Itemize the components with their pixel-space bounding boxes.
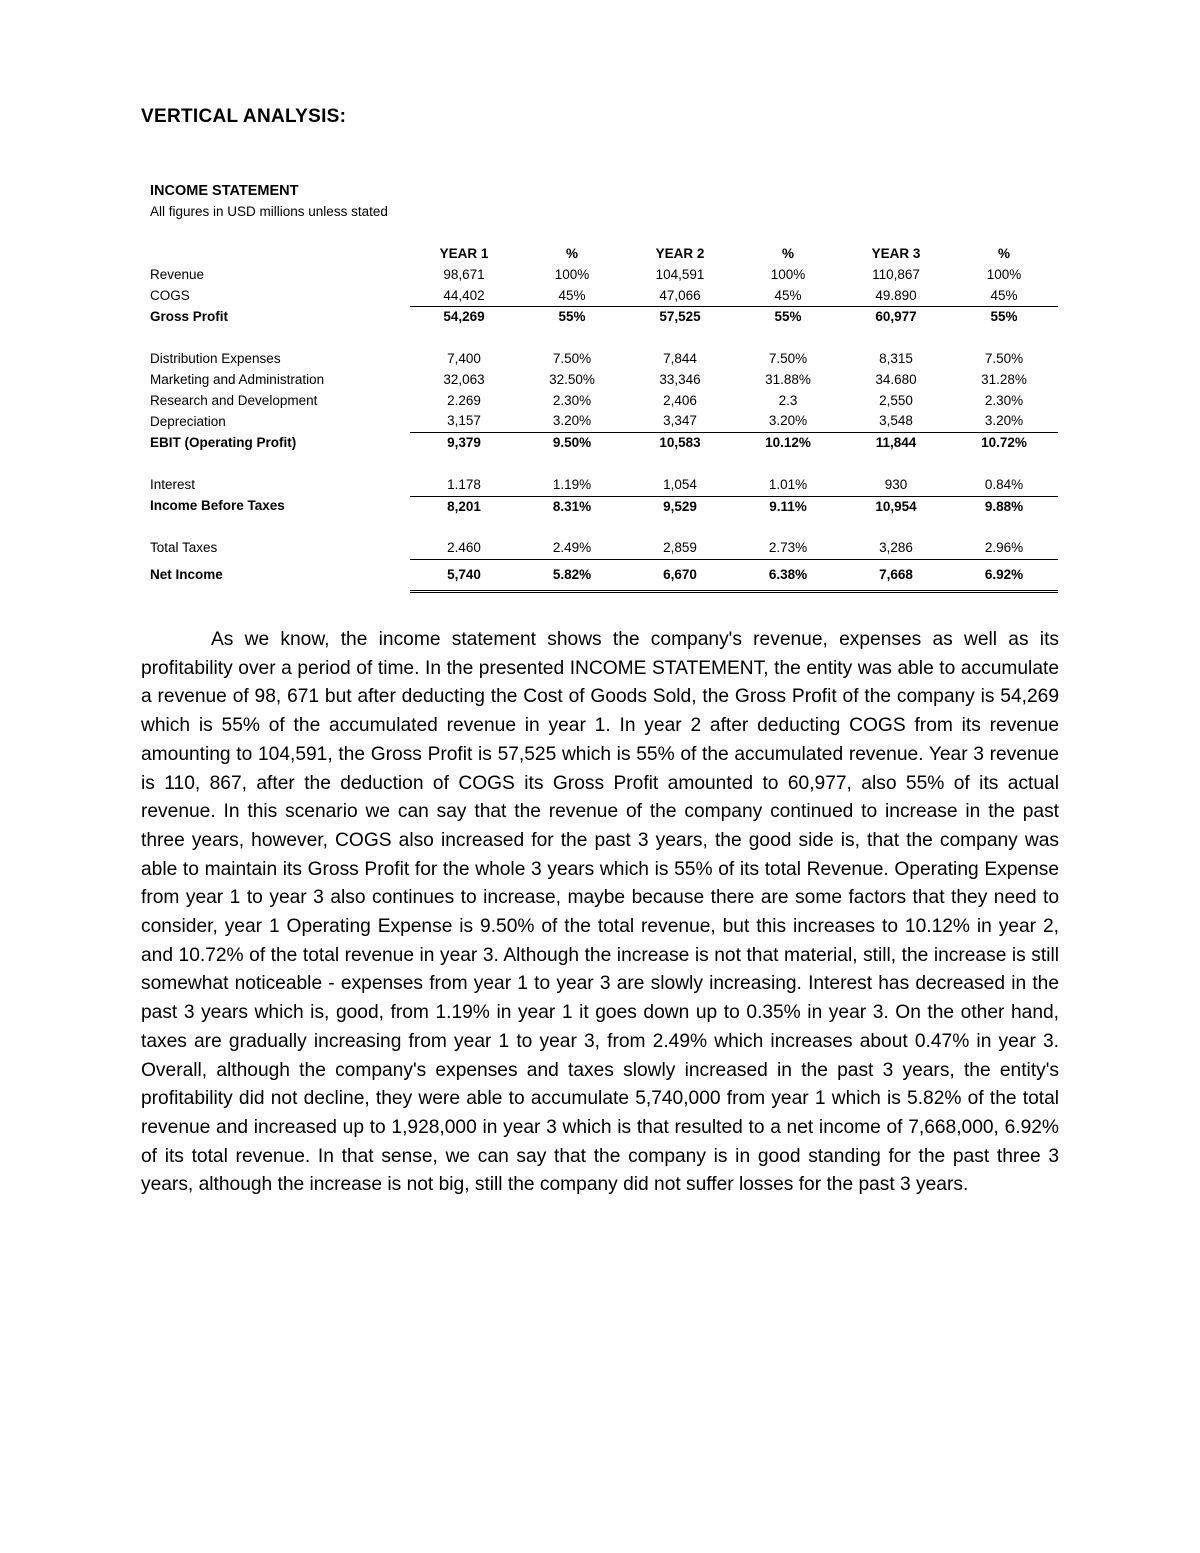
cell-year-1: 44,402 [410, 286, 518, 307]
table-header-row [148, 244, 1058, 265]
cell-year-2: 2,859 [626, 538, 734, 559]
cell-pct-1: 2.30% [552, 392, 592, 408]
cell-pct-3: 100% [986, 266, 1022, 282]
row-label: Interest [150, 477, 196, 493]
row-net-income [148, 559, 1058, 591]
header-year-1: YEAR 1 [439, 246, 489, 261]
cell-year-1: 98,671 [443, 266, 485, 282]
cell-year-1: 9,379 [447, 435, 481, 451]
spacer-row [148, 517, 1058, 538]
cell-year-2: 104,591 [655, 266, 705, 282]
cell-pct-1: 8.31% [552, 498, 592, 514]
cell-year-3: 2,550 [879, 392, 913, 408]
cell-year-3: 60,977 [875, 309, 917, 325]
cell-pct-1: 3.20% [518, 411, 626, 432]
cell-pct-3: 2.96% [950, 538, 1058, 559]
cell-pct-2: 45% [734, 286, 842, 307]
cell-pct-1: 55% [558, 309, 586, 325]
cell-year-3: 8,315 [879, 350, 913, 366]
header-year-2: YEAR 2 [655, 246, 705, 261]
header-label-cell [148, 244, 410, 265]
cell-year-3: 10,954 [875, 498, 917, 514]
row-interest [148, 475, 1058, 496]
row-marketing-administration [148, 370, 1058, 391]
cell-pct-1: 2.49% [518, 538, 626, 559]
cell-year-1: 54,269 [443, 309, 485, 325]
row-research-development [148, 391, 1058, 412]
analysis-paragraph: As we know, the income statement shows the company's revenue, expenses as well as its profitability over a period of time. In the presented INCOME STATEMENT, the entity was able to accumulate a revenue of 98, 671 but after deducting the Cost of Goods Sold, the Gross Profit of the company is 54,269 which is 55% of the accumulated revenue in year 1. In year 2 after deducting COGS from its revenue amounting to 104,591, the Gross Profit is 57,525 which is 55% of the accumulated revenue. Year 3 revenue is 110, 867, after the deduction of COGS its Gross Profit amounted to 60,977, also 55% of its actual revenue. In this scenario we can say that the revenue of the company continued to increase in the past three years, however, COGS also increased for the past 3 years, the good side is, that the company was able to maintain its Gross Profit for the whole 3 years which is 55% of its total Revenue. Operating Expense from year 1 to year 3 also continues to increase, maybe because there are some factors that they need to consider, year 1 Operating Expense is 9.50% of the total revenue, but this increases to 10.12% in year 2, and 10.72% of the total revenue in year 3. Although the increase is not that material, still, the increase is still somewhat noticeable - expenses from year 1 to year 3 are slowly increasing. Interest has decreased in the past 3 years which is, good, from 1.19% in year 1 it goes down up to 0.35% in year 3. On the other hand, taxes are gradually increasing from year 1 to year 3, from 2.49% which increases about 0.47% in year 3. Overall, although the company's expenses and taxes slowly increased in the past 3 years, the entity's profitability did not decline, they were able to accumulate 5,740,000 from year 1 which is 5.82% of the total revenue and increased up to 1,928,000 in year 3 which is that resulted to a net income of 7,668,000, 6.92% of its total revenue. In that sense, we can say that the company is in good standing for the past three 3 years, although the increase is not big, still the company did not suffer losses for the past 3 years. [141, 629, 1059, 1196]
cell-pct-1: 5.82% [518, 559, 626, 591]
cell-pct-2: 55% [774, 309, 802, 325]
cell-pct-2: 3.20% [734, 411, 842, 432]
cell-pct-2: 2.73% [734, 538, 842, 559]
cell-pct-3: 45% [950, 286, 1058, 307]
row-distribution-expenses [148, 349, 1058, 370]
cell-year-3: 110,867 [872, 266, 920, 282]
row-depreciation [148, 411, 1058, 432]
cell-pct-2: 31.88% [765, 371, 811, 387]
spacer-row [148, 454, 1058, 475]
cell-pct-3: 10.72% [981, 435, 1027, 451]
cell-pct-3: 9.88% [984, 498, 1024, 514]
cell-year-1: 1.178 [410, 475, 518, 496]
row-income-before-taxes [148, 496, 1058, 517]
row-label: Net Income [150, 567, 223, 583]
cell-year-2: 7,844 [663, 350, 697, 366]
cell-pct-1: 100% [554, 266, 590, 282]
cell-pct-3: 31.28% [981, 371, 1027, 387]
cell-year-1: 7,400 [447, 350, 481, 366]
cell-year-1: 2.269 [447, 392, 481, 408]
cell-pct-1: 45% [518, 286, 626, 307]
header-pct-2: % [781, 246, 794, 261]
cell-year-3: 49.890 [842, 286, 950, 307]
statement-title: INCOME STATEMENT [150, 183, 299, 199]
row-label: Gross Profit [150, 309, 229, 325]
row-total-taxes [148, 538, 1058, 559]
cell-year-3: 34.680 [875, 371, 917, 387]
cell-year-2: 10,583 [659, 435, 701, 451]
cell-pct-2: 2.3 [778, 392, 798, 408]
cell-pct-1: 7.50% [552, 350, 592, 366]
row-label: Research and Development [150, 392, 318, 408]
cell-year-2: 9,529 [663, 498, 697, 514]
cell-year-1: 2.460 [410, 538, 518, 559]
header-pct-1: % [565, 246, 578, 261]
cell-year-1: 5,740 [410, 559, 518, 591]
cell-pct-2: 6.38% [734, 559, 842, 591]
row-label: Depreciation [150, 413, 226, 429]
row-label: Total Taxes [150, 540, 218, 556]
header-year-3: YEAR 3 [871, 246, 921, 261]
statement-subtitle: All figures in USD millions unless stated [150, 204, 388, 219]
cell-pct-3: 55% [990, 309, 1018, 325]
row-label: COGS [150, 287, 190, 303]
cell-pct-1: 9.50% [552, 435, 592, 451]
cell-year-3: 11,844 [875, 435, 917, 451]
row-label: Income Before Taxes [150, 498, 285, 514]
page-heading: VERTICAL ANALYSIS: [141, 106, 347, 127]
cell-year-2: 3,347 [626, 411, 734, 432]
row-label: Marketing and Administration [150, 371, 325, 387]
cell-year-2: 57,525 [659, 309, 701, 325]
cell-year-2: 47,066 [626, 286, 734, 307]
row-revenue [148, 265, 1058, 286]
cell-year-2: 6,670 [626, 559, 734, 591]
cell-pct-3: 7.50% [984, 350, 1024, 366]
cell-pct-2: 9.11% [769, 498, 807, 514]
cell-pct-1: 1.19% [518, 475, 626, 496]
cell-pct-1: 32.50% [549, 371, 595, 387]
cell-pct-2: 1.01% [734, 475, 842, 496]
cell-year-2: 1,054 [626, 475, 734, 496]
row-label: EBIT (Operating Profit) [150, 434, 297, 450]
cell-year-2: 2,406 [663, 392, 697, 408]
row-gross-profit [148, 307, 1058, 328]
cell-pct-2: 100% [770, 266, 806, 282]
income-statement-table [148, 244, 1058, 593]
header-pct-3: % [997, 246, 1010, 261]
cell-year-1: 8,201 [447, 498, 481, 514]
cell-pct-3: 2.30% [984, 392, 1024, 408]
cell-pct-3: 3.20% [950, 411, 1058, 432]
cell-year-2: 33,346 [659, 371, 701, 387]
row-label: Distribution Expenses [150, 350, 281, 366]
cell-pct-2: 10.12% [765, 435, 811, 451]
cell-year-3: 930 [842, 475, 950, 496]
cell-pct-2: 7.50% [768, 350, 808, 366]
cell-pct-3: 0.84% [950, 475, 1058, 496]
cell-year-3: 7,668 [842, 559, 950, 591]
row-label: Revenue [150, 266, 205, 282]
cell-pct-3: 6.92% [950, 559, 1058, 591]
cell-year-3: 3,548 [842, 411, 950, 432]
row-ebit [148, 433, 1058, 454]
cell-year-3: 3,286 [842, 538, 950, 559]
spacer-row [148, 328, 1058, 349]
cell-year-1: 32,063 [443, 371, 485, 387]
row-cogs [148, 286, 1058, 307]
cell-year-1: 3,157 [410, 411, 518, 432]
